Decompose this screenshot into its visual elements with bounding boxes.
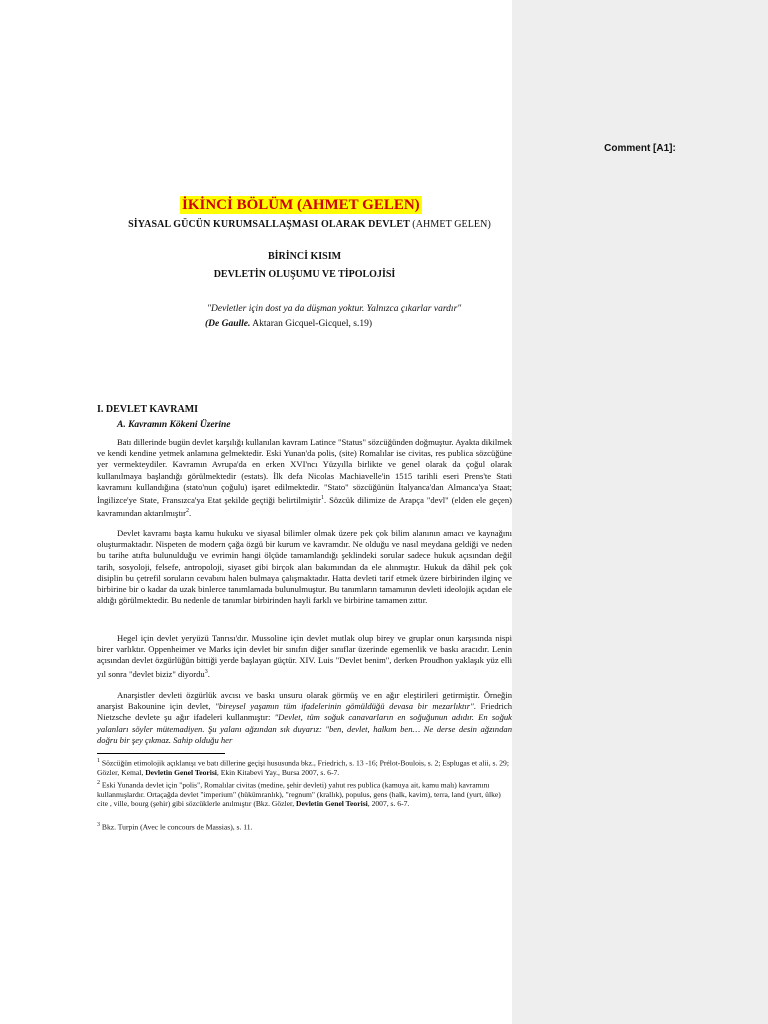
heading-devlet-kavrami: I. DEVLET KAVRAMI <box>97 404 199 415</box>
paragraph-1 <box>97 437 512 519</box>
section-subheading: DEVLETİN OLUŞUMU VE TİPOLOJİSİ <box>213 269 396 280</box>
comment-title: Comment [A1]: <box>604 143 676 154</box>
paragraph-4-c: . Friedrich Nietzsche devlete şu ağır ifadeleri kullanmıştır: <box>97 701 512 723</box>
chapter-subtitle <box>107 219 512 230</box>
footnote-3 <box>97 821 512 832</box>
footnote-2-number: 2 <box>97 780 100 786</box>
footnote-ref-1[interactable]: 1 <box>320 495 324 502</box>
footnote-1 <box>97 757 512 777</box>
subtitle-author: (AHMET GELEN) <box>412 219 491 230</box>
footnote-3-number: 3 <box>97 822 100 828</box>
heading-kavramin-kokeni: A. Kavramın Kökeni Üzerine <box>117 420 231 430</box>
footnote-2-text-c: , 2007, s. 6-7. <box>367 799 410 809</box>
footnote-ref-3[interactable]: 3 <box>204 668 208 675</box>
epigraph-quote: "Devletler için dost ya da düşman yoktur. Yalnızca çıkarlar vardır" <box>207 304 462 314</box>
footnote-2-title: Devletin Genel Teorisi <box>296 799 368 809</box>
paragraph-1-tail: . Sözcük dilimize de Arapça "devl" (elden ele geçen) kavramından aktarılmıştır <box>97 494 512 518</box>
epigraph-attribution <box>205 319 372 329</box>
footnote-1-number: 1 <box>97 758 100 764</box>
paragraph-3-end: . <box>207 668 210 679</box>
footnote-1-text-a: Sözcüğün etimolojik açıklanışı ve batı dillerine geçişi hususunda bkz., Friedrich, s. 13 -16; Prélot-Boulois, s. 2; Esplugas et alii, s. 29; Gözler, Kemal, <box>97 758 509 777</box>
footnote-2-text-a: Eski Yunanda devlet için "polis", Romalılar civitas (medine, şehir devleti) yahut res publica (kamuya ait, kamu malı) kavramını kullanmışlardır. Ortaçağda devlet "imperium" (hükümranlık), "regnum" (krallık), populus, gens (halk, kavim), terra, land (yurt, ülke) cite , ville, bourg (şehir) gibi sözcüklerle anılmıştır (Bkz. Gözler, <box>97 780 501 809</box>
attribution-name: (De Gaulle. <box>205 319 251 329</box>
paragraph-4 <box>97 690 512 746</box>
subtitle-bold: SİYASAL GÜCÜN KURUMSALLAŞMASI OLARAK DEVLET <box>128 219 410 230</box>
footnote-1-text-c: , Ekin Kitabevi Yay., Bursa 2007, s. 6-7. <box>216 767 340 777</box>
footnote-ref-2[interactable]: 2 <box>186 508 190 515</box>
paragraph-1-end: . <box>189 507 192 518</box>
footnote-2 <box>97 779 512 809</box>
section-heading: BİRİNCİ KISIM <box>267 251 342 262</box>
attribution-source: Aktaran Gicquel-Gicquel, s.19) <box>250 319 373 329</box>
paragraph-3-text: Hegel için devlet yeryüzü Tanrısı'dır. Mussoline için devlet mutlak olup birey ve gruplar onun karşısında nispi birer varlıktır. Oppenheimer ve Marks için devlet bir sınıfın diğer sınıflar üzerinde egemenlik ve baskı aracıdır. Lenin açısından devlet özgürlüğün bittiği yerde başlayan güçtür. XIV. Luis "Devlet benim", derken Proudhon yaklaşık yüz elli yıl sonra "devlet biziz" diyordu <box>97 633 512 679</box>
document-page <box>97 0 512 1024</box>
chapter-title: İKİNCİ BÖLÜM (AHMET GELEN) <box>182 197 420 213</box>
paragraph-1-text: Batı dillerinde bugün devlet karşılığı kullanılan kavram Latince "Status" sözcüğünden doğmuştur. Ayakta dikilmek ve kendi kendine yetmek anlamına gelmektedir. Eski Yunan'da polis, (site) Romalılar ise civitas, res publica sözcüğüne yer vermekteydiler. Kavramın Avrupa'da en erken XVI'ncı Yüzyılla birlikte ve genel olarak da çoğul olarak kullanılmaya başlandığı görülmektedir (estats). İlk defa Nicolas Machiavelle'in 1515 tarihli eseri Prens'te Stati kavramını kullandığına (stato'nun çoğulu) işaret edilmektedir. "Stato" sözcüğünün İtalyanca'dan Almanca'ya Staat; İngilizce'ye State, Fransızca'ya Etat şekilde geçtiği belirtilmiştir <box>97 437 513 505</box>
paragraph-4-quote-bakounine: "bireysel yaşamın tüm ifadelerinin gömüldüğü devasa bir mezarlıktır" <box>215 701 474 712</box>
comment-pane <box>512 0 768 1024</box>
footnote-3-text: Bkz. Turpin (Avec le concours de Massias), s. 11. <box>100 822 253 832</box>
paragraph-3 <box>97 633 512 680</box>
paragraph-4-quote-nietzsche: "Devlet, tüm soğuk canavarların en soğuğunun adıdır. En soğuk yalanları söyler mütemadiyen. Şu yalanı ağzından sık duyarız: "ben, devlet, halkım ben… Ne derse desin ağzından doğru bir şey çıkmaz. Sahip olduğu her <box>97 712 512 745</box>
paragraph-2: Devlet kavramı başta kamu hukuku ve siyasal bilimler olmak üzere pek çok bilim alanının amacı ve kaynağını oluşturmaktadır. Nispeten de modern çağa özgü bir kurum ve kavramdır. Ne olduğu ve nasıl meydana geldiği ve neden bu tarihe atıfta bulunulduğu ve evrimin hangi ölçüde tamamlandığı şeklindeki sorular sadece hukuk açısından değil tarih, sosyoloji, felsefe, antropoloji, siyaset gibi birçok alan bakımından da ele alınmıştır. Hukuk da dâhil pek çok disiplin bu çetrefil soruların cevabını halen bulmaya çalışmaktadır. Hatta devleti tarif etmek üzere birbirinden ilginç ve birbirine bir o kadar da uzak binlerce tanımlamada bulunulmuştur. Bu tanımların tamamının devleti ideolojik açıdan ele aldığı görülmektedir. Bu nedenle de tanımlar birbirinden hayli farklı ve birbirine tamamen zıttır. <box>97 528 512 606</box>
footnote-separator <box>97 753 225 754</box>
footnote-1-title: Devletin Genel Teorisi <box>145 767 217 777</box>
paragraph-4-a: Anarşistler devleti özgürlük avcısı ve baskı unsuru olarak görmüş ve en ağır eleştirileri getirmiştir. Örneğin anarşist Bakounine için devlet, <box>97 690 512 712</box>
